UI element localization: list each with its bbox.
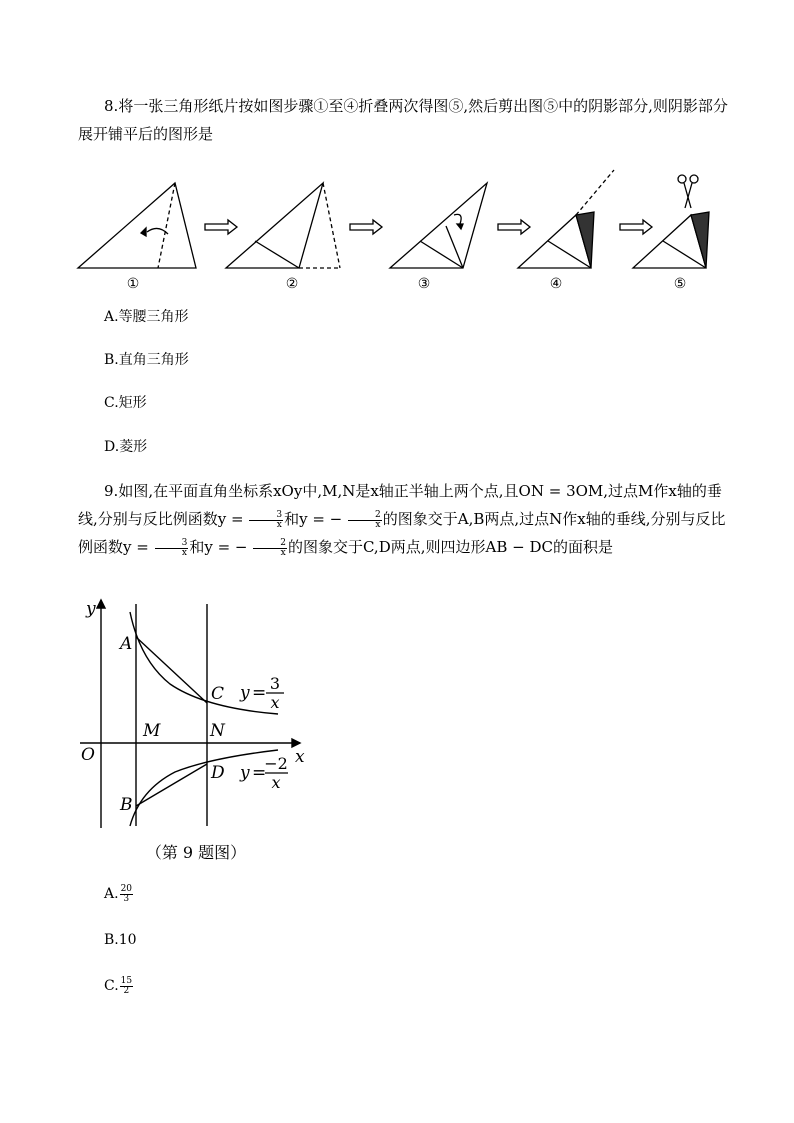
option-letter: A. (104, 309, 119, 325)
fold-arrow-icon (457, 224, 463, 229)
question-9-part: 的图象交于C,D两点,则四边形AB − DC的面积是 (287, 538, 613, 556)
option-9b[interactable] (104, 930, 137, 950)
fraction-denominator: 2 (123, 985, 130, 996)
option-text: 等腰三角形 (118, 309, 189, 325)
fold-step-2-shape (226, 183, 340, 268)
x-axis-label: x (295, 747, 305, 767)
option-letter: B. (104, 932, 119, 948)
fraction (249, 511, 283, 530)
point-c-label: C (211, 684, 225, 704)
step-label-4: ④ (549, 276, 563, 292)
step-label-5: ⑤ (673, 276, 687, 292)
fold-arrow-icon (141, 228, 146, 236)
option-letter: B. (104, 352, 119, 368)
fraction-numerator: 20 (120, 883, 133, 894)
option-8b[interactable] (104, 350, 189, 370)
step-label-3: ③ (417, 276, 431, 292)
right-arrow-icon (350, 220, 382, 234)
curve-y-3-over-x (130, 612, 281, 714)
fraction-denominator: x (375, 519, 381, 530)
question-9-part: 的图象交于A,B两点,过点N作x轴的垂线,分别与反比例函数y = (78, 510, 726, 556)
eq1-equals: = (252, 683, 267, 703)
origin-label: O (81, 745, 95, 765)
option-letter: D. (104, 439, 120, 455)
fraction-numerator: 3 (155, 539, 189, 549)
fraction-numerator: 15 (120, 975, 133, 986)
fraction-numerator: 2 (348, 511, 382, 521)
fold-step-1-shape (78, 183, 196, 268)
point-m-label: M (143, 721, 161, 741)
point-d-label: D (211, 763, 225, 783)
option-letter: C. (104, 978, 119, 994)
option-text: 矩形 (118, 395, 147, 411)
question-9-part: 和y = − (284, 510, 348, 528)
fold-step-5-shape (633, 212, 709, 268)
fraction (155, 539, 189, 558)
option-9a[interactable] (104, 884, 134, 904)
fraction-denominator: x (280, 547, 286, 558)
fraction (348, 511, 382, 530)
fraction (120, 977, 133, 996)
question-9-part: 和y = − (189, 538, 253, 556)
eq2-numerator: −2 (264, 754, 288, 773)
option-text: 10 (118, 932, 137, 948)
fraction-denominator: 3 (123, 893, 130, 904)
question-8-body: 将一张三角形纸片按如图步骤①至④折叠两次得图⑤,然后剪出图⑤中的阴影部分,则阴影部分展开铺平后的图形是 (78, 97, 728, 143)
eq1-lhs: y (240, 683, 250, 703)
option-letter: A. (104, 886, 119, 902)
question-9-number: 9. (104, 482, 119, 500)
option-8d[interactable] (104, 437, 147, 457)
option-text: 直角三角形 (118, 352, 189, 368)
right-arrow-icon (498, 220, 530, 234)
option-8a[interactable] (104, 307, 189, 327)
option-9c[interactable] (104, 976, 134, 996)
point-a-label: A (120, 634, 133, 654)
fold-step-3-shape (390, 183, 487, 268)
fold-step-4-shape (518, 170, 614, 268)
step-label-1: ① (126, 276, 140, 292)
step-label-2: ② (285, 276, 299, 292)
fraction (253, 539, 287, 558)
y-axis-label: y (86, 599, 96, 619)
right-arrow-icon (620, 220, 652, 234)
right-arrow-icon (205, 220, 237, 234)
eq1-denominator: x (270, 693, 280, 712)
point-b-label: B (120, 795, 133, 815)
option-letter: C. (104, 395, 119, 411)
point-n-label: N (210, 721, 225, 741)
eq2-equals: = (252, 763, 267, 783)
fraction-denominator: x (276, 519, 282, 530)
fraction (120, 885, 133, 904)
option-text: 菱形 (119, 439, 148, 455)
question-9-part: 如图,在平面直角坐标系xOy中,M,N是x轴正半轴上两个点,且ON = 3OM,过点M作x轴的垂线,分别与反比例函数y = (78, 482, 722, 528)
fraction-denominator: x (181, 547, 187, 558)
fraction-numerator: 3 (249, 511, 283, 521)
fraction-numerator: 2 (253, 539, 287, 549)
question-9-text (78, 477, 728, 561)
eq2-denominator: x (271, 773, 281, 792)
eq2-lhs: y (240, 763, 250, 783)
curve-y-neg2-over-x (130, 750, 281, 826)
figure-caption: （第 9 题图） (145, 843, 247, 862)
question-8-number: 8. (104, 97, 119, 115)
option-8c[interactable] (104, 393, 147, 413)
scissors-icon (678, 175, 698, 208)
eq1-numerator: 3 (269, 674, 281, 693)
question-8-text (78, 92, 728, 148)
